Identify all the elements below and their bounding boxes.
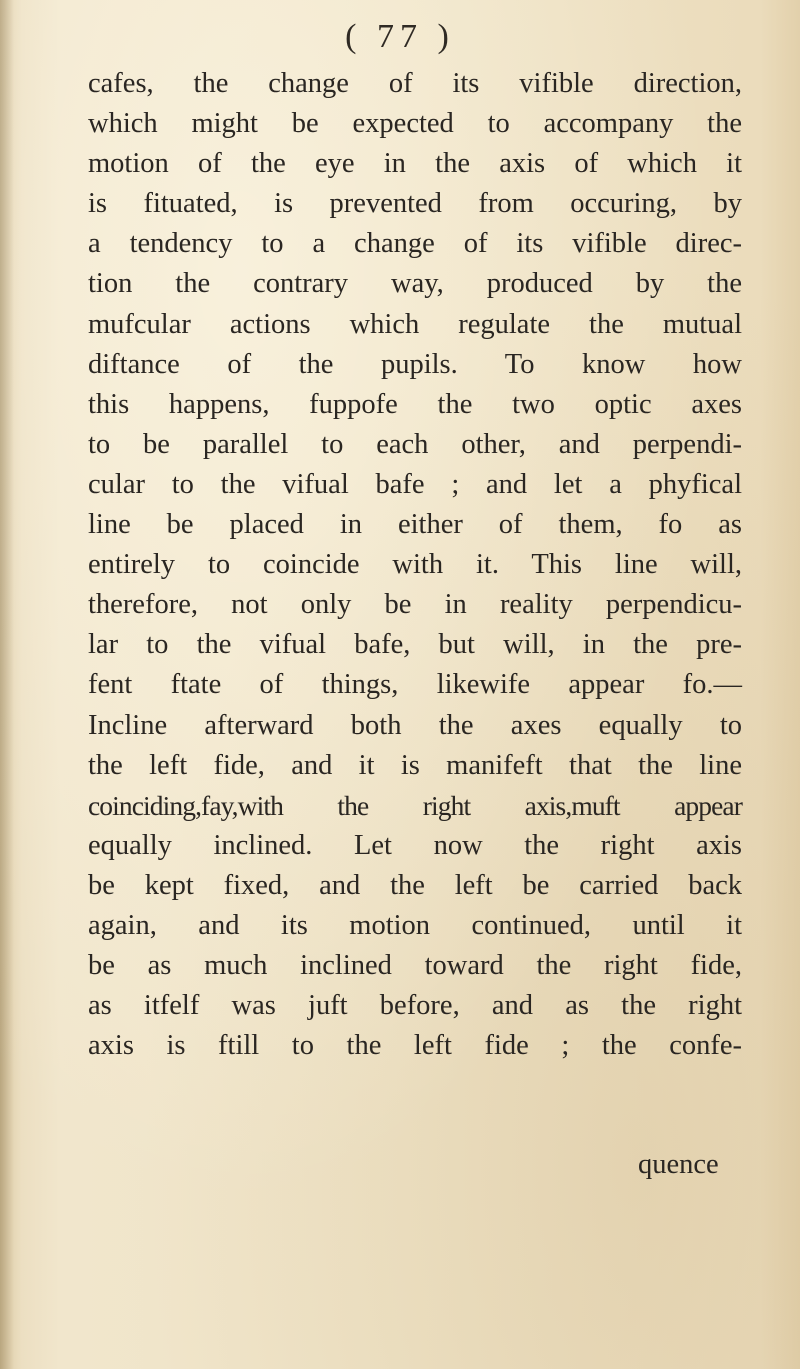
- text-line: mufcular actions which regulate the mutual: [88, 308, 742, 340]
- page-number: ( 77 ): [345, 18, 455, 55]
- text-line: fent ftate of things, likewife appear fo.—: [88, 669, 742, 701]
- text-line: to be parallel to each other, and perpendi-: [88, 428, 742, 460]
- text-line: cafes, the change of its vifible direction,: [88, 68, 742, 99]
- text-line: line be placed in either of them, fo as: [88, 509, 742, 541]
- text-line: be as much inclined toward the right fide,: [88, 950, 742, 982]
- text-line: again, and its motion continued, until it: [88, 909, 742, 941]
- body-text: [88, 64, 742, 1066]
- text-line: cular to the vifual bafe ; and let a phyfical: [88, 468, 742, 500]
- text-line: the left fide, and it is manifeft that the line: [88, 749, 742, 781]
- text-line: entirely to coincide with it. This line will,: [88, 549, 742, 581]
- text-line: therefore, not only be in reality perpendicu-: [88, 589, 742, 621]
- text-line: Incline afterward both the axes equally to: [88, 709, 742, 741]
- text-line: this happens, fuppofe the two optic axes: [88, 388, 742, 420]
- text-line: axis is ftill to the left fide ; the confe-: [88, 1030, 742, 1062]
- spine-shadow: [0, 0, 14, 1369]
- catchword: quence: [638, 1149, 719, 1180]
- text-line: be kept fixed, and the left be carried back: [88, 869, 742, 901]
- text-line: as itfelf was juft before, and as the right: [88, 990, 742, 1022]
- text-line: is fituated, is prevented from occuring, by: [88, 188, 742, 220]
- text-line: coinciding,fay,with the right axis,muft appear: [88, 789, 742, 821]
- text-line: a tendency to a change of its vifible direc-: [88, 228, 742, 260]
- text-line: motion of the eye in the axis of which it: [88, 148, 742, 180]
- text-line: tion the contrary way, produced by the: [88, 268, 742, 300]
- text-line: which might be expected to accompany the: [88, 108, 742, 140]
- text-line: lar to the vifual bafe, but will, in the pre-: [88, 629, 742, 661]
- text-line: diftance of the pupils. To know how: [88, 348, 742, 380]
- text-line: equally inclined. Let now the right axis: [88, 829, 742, 861]
